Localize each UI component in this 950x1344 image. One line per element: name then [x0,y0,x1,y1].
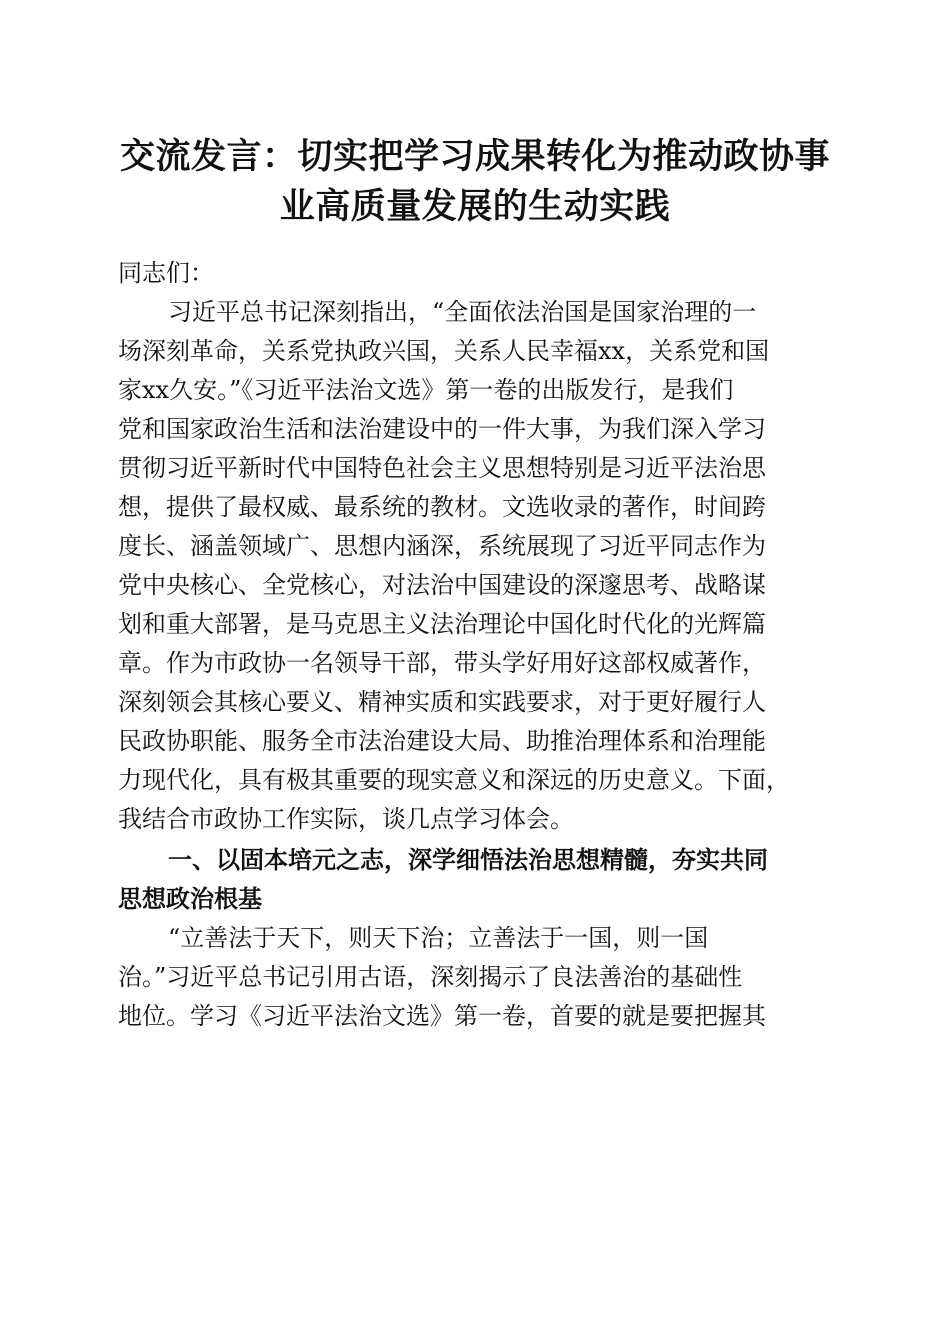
salutation: 同志们： [118,259,214,287]
heading-line: 思想政治根基 [118,885,262,913]
paragraph-line: 划和重大部署，是马克思主义法治理论中国化时代化的光辉篇 [118,610,766,638]
paragraph-line: 度长、涵盖领域广、思想内涵深，系统展现了习近平同志作为 [118,532,766,560]
heading-line: 一、以固本培元之志，深学细悟法治思想精髓，夯实共同 [168,846,768,874]
document-body [118,254,830,1036]
title-line: 交流发言：切实把学习成果转化为推动政协事 [119,136,830,177]
document-title [100,132,850,232]
paragraph-line: 场深刻革命，关系党执政兴国，关系人民幸福xx，关系党和国 [118,337,770,365]
paragraph-line: “立善法于天下，则天下治；立善法于一国，则一国 [168,924,709,952]
paragraph-line: 家xx久安。”《习近平法治文选》第一卷的出版发行，是我们 [118,376,734,404]
paragraph-line: 章。作为市政协一名领导干部，带头学好用好这部权威著作， [118,649,766,677]
paragraph-line: 贯彻习近平新时代中国特色社会主义思想特别是习近平法治思 [118,454,766,482]
paragraph-line: 想，提供了最权威、最系统的教材。文选收录的著作，时间跨 [118,493,766,521]
paragraph-line: 我结合市政协工作实际，谈几点学习体会。 [118,805,574,833]
paragraph-line: 力现代化，具有极其重要的现实意义和深远的历史意义。下面， [118,766,790,794]
paragraph-line: 治。”习近平总书记引用古语，深刻揭示了良法善治的基础性 [118,963,743,991]
section-paragraph [118,919,830,1036]
paragraph-line: 民政协职能、服务全市法治建设大局、助推治理体系和治理能 [118,727,766,755]
paragraph-line: 深刻领会其核心要义、精神实质和实践要求，对于更好履行人 [118,688,766,716]
title-line: 业高质量发展的生动实践 [279,186,671,227]
paragraph-line: 党中央核心、全党核心，对法治中国建设的深邃思考、战略谋 [118,571,766,599]
intro-paragraph [118,293,830,839]
paragraph-line: 地位。学习《习近平法治文选》第一卷，首要的就是要把握其 [118,1002,766,1030]
paragraph-line: 党和国家政治生活和法治建设中的一件大事，为我们深入学习 [118,415,766,443]
paragraph-line: 习近平总书记深刻指出，“全面依法治国是国家治理的一 [168,298,757,326]
section-heading [118,841,830,919]
